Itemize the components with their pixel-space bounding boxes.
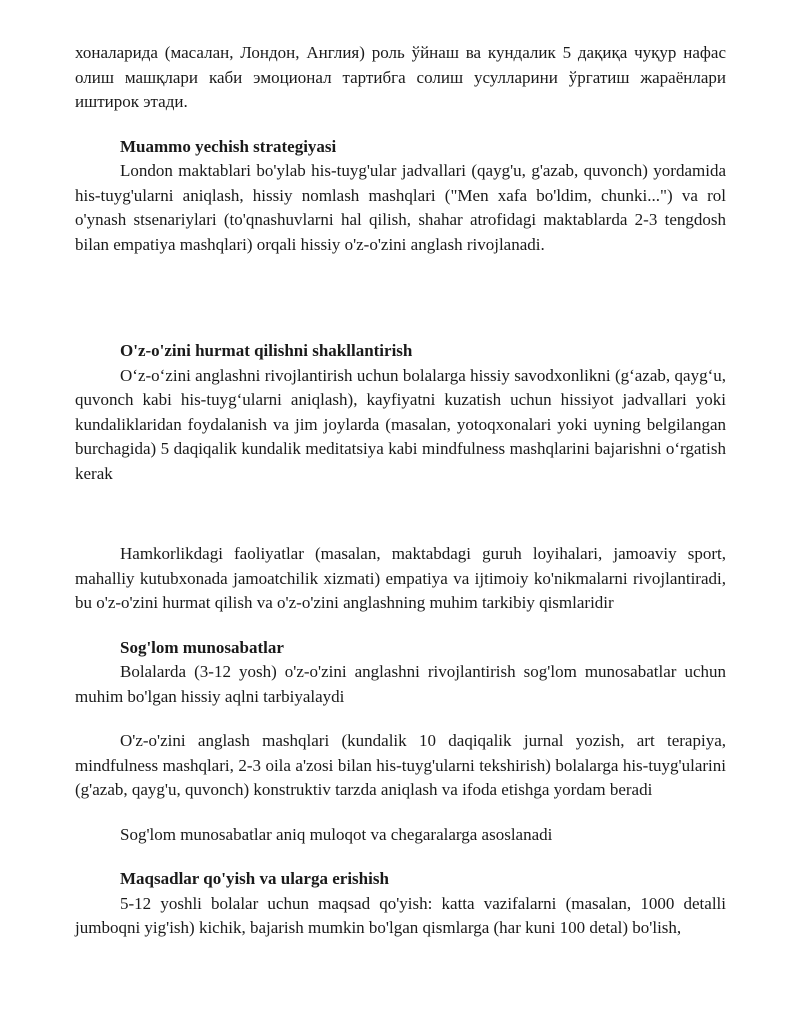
heading-goal-setting: Maqsadlar qo'yish va ularga erishish	[120, 869, 389, 888]
document-page	[75, 41, 726, 941]
paragraph-self-esteem: O‘z-o‘zini anglashni rivojlantirish uchun bolalarga hissiy savodxonlikni (g‘azab, qayg‘u, quvonch kabi his-tuyg‘ularni aniqlash), kayfiyatni kuzatish uchun hissiyot jadvallari yoki kundaliklaridan foydalanish va jim joylarda (masalan, yotoqxonalari yoki uyning belgilangan burchagida) 5 daqiqalik kundalik meditatsiya kabi mindfulness mashqlarini bajarishni o‘rgatish kerak	[75, 365, 726, 483]
spacer	[75, 847, 726, 867]
paragraph-goal-setting: 5-12 yoshli bolalar uchun maqsad qo'yish: katta vazifalarni (masalan, 1000 detalli jumboqni yig'ish) kichik, bajarish mumkin bo'lgan qismlarga (har kuni 100 detal) bo'lish,	[75, 893, 726, 937]
heading-problem-solving: Muammo yechish strategiyasi	[120, 136, 337, 156]
paragraph-self-awareness-exercises: O'z-o'zini anglash mashqlari (kundalik 10 daqiqalik jurnal yozish, art terapiya, mindfulness mashqlari, 2-3 oila a'zosi bilan his-tuyg'ularni tekshirish) bolalarga his-tuyg'ularini (g'azab, qayg'u, quvonch) konstruktiv tarzda aniqlash va ifoda etishga yordam beradi	[75, 731, 726, 799]
spacer	[75, 616, 726, 636]
heading-healthy-relationships: Sog'lom munosabatlar	[120, 637, 284, 657]
spacer	[75, 709, 726, 729]
spacer	[75, 803, 726, 823]
paragraph-healthy-relationships: Bolalarda (3-12 yosh) o'z-o'zini anglashni rivojlantirish sog'lom munosabatlar uchun muhim bo'lgan hissiy aqlni tarbiyalaydi	[75, 662, 726, 706]
heading-self-esteem: O'z-o'zini hurmat qilishni shakllantirish	[120, 341, 413, 360]
paragraph-intro-continuation: хоналарида (масалан, Лондон, Англия) роль ўйнаш ва кундалик 5 дақиқа чуқур нафас олиш машқлари каби эмоционал тартибга солиш усулларини ўргатиш жараёнлари иштирок этади.	[75, 43, 726, 111]
spacer	[75, 486, 726, 542]
spacer	[75, 257, 726, 339]
paragraph-communication-boundaries: Sog'lom munosabatlar aniq muloqot va chegaralarga asoslanadi	[120, 824, 553, 844]
spacer	[75, 115, 726, 135]
paragraph-problem-solving: London maktablari bo'ylab his-tuyg'ular jadvallari (qayg'u, g'azab, quvonch) yordamida his-tuyg'ularni aniqlash, hissiy nomlash mashqlari ("Men xafa bo'ldim, chunki...") va rol o'ynash stsenariylari (to'qnashuvlarni hal qilish, shahar atrofidagi maktablarda 2-3 tengdosh bilan empatiya mashqlari) orqali hissiy o'z-o'zini anglash rivojlanadi.	[75, 161, 726, 254]
paragraph-collaboration: Hamkorlikdagi faoliyatlar (masalan, maktabdagi guruh loyihalari, jamoaviy sport, mahalliy kutubxonada jamoatchilik xizmati) empatiya va ijtimoiy ko'nikmalarni rivojlantiradi, bu o'z-o'zini hurmat qilish va o'z-o'zini anglashning muhim tarkibiy qismlaridir	[75, 544, 726, 612]
